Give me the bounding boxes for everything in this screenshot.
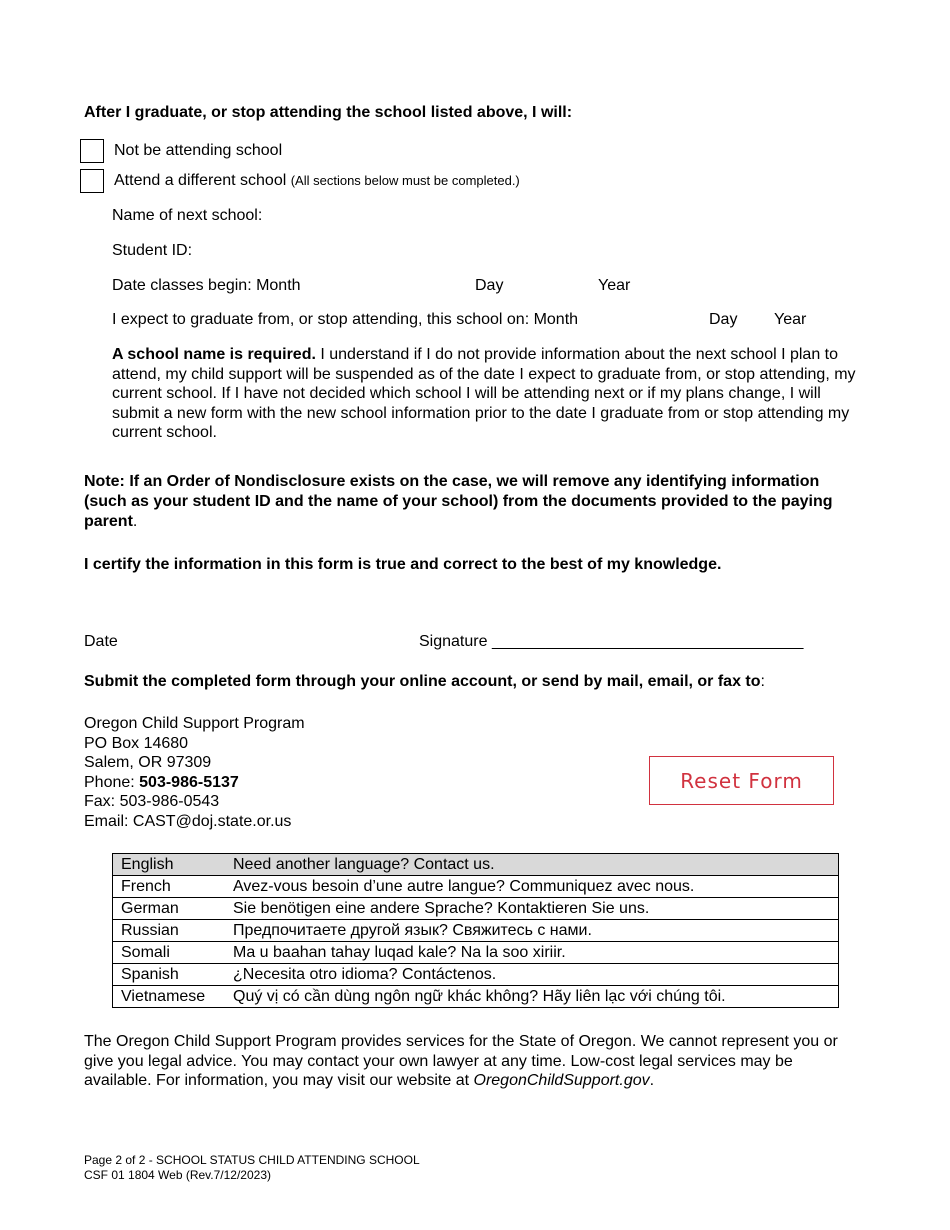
language-name: Somali [113,942,226,964]
language-name: English [113,854,226,876]
date-begin-day-input[interactable] [510,276,594,296]
language-name: Vietnamese [113,986,226,1008]
address-email: Email: CAST@doj.state.or.us [84,812,292,830]
address-fax: Fax: 503-986-0543 [84,793,220,810]
language-text: Need another language? Contact us. [225,854,839,876]
student-id-label: Student ID: [112,242,193,259]
language-table [112,853,839,1008]
table-row [113,876,839,898]
next-school-label: Name of next school: [112,207,263,224]
table-row [113,898,839,920]
date-begin-month-label: Date classes begin: Month [112,277,301,294]
language-name: German [113,898,226,920]
address-org: Oregon Child Support Program [84,715,305,732]
language-name: Russian [113,920,226,942]
date-begin-day-label: Day [475,277,504,294]
date-label: Date [84,633,118,650]
section-heading: After I graduate, or stop attending the school listed above, I will: [84,104,573,121]
address-phone: Phone: 503-986-5137 [84,773,239,791]
address-city: Salem, OR 97309 [84,754,212,771]
expect-month-input[interactable] [615,310,704,330]
student-id-input[interactable] [205,241,509,261]
submit-instructions: Submit the completed form through your online account, or send by mail, email, or fax to: [84,673,765,690]
reset-form-button[interactable]: Reset Form [649,756,834,805]
legal-disclaimer: The Oregon Child Support Program provides services for the State of Oregon. We cannot represent you or give you legal advice. You may contact your own lawyer at any time. Low-cost legal services may be available. For information, you may visit our website at OregonChildSupport.gov. [84,1033,838,1089]
table-row [113,942,839,964]
language-text: ¿Necesita otro idioma? Contáctenos. [225,964,839,986]
date-input[interactable] [125,632,409,652]
table-row [113,964,839,986]
address-po-box: PO Box 14680 [84,734,189,752]
not-attending-label: Not be attending school [114,142,283,159]
expect-year-input[interactable] [812,310,856,330]
page-footer: Page 2 of 2 - SCHOOL STATUS CHILD ATTENDING SCHOOL [84,1153,420,1167]
not-attending-checkbox[interactable] [80,139,104,163]
certify-statement: I certify the information in this form is true and correct to the best of my knowledge. [84,556,722,573]
language-text: Предпочитаете другой язык? Свяжитесь с нами. [225,920,839,942]
language-text: Quý vị có cần dùng ngôn ngữ khác không? Hãy liên lạc với chúng tôi. [225,986,839,1008]
different-school-checkbox[interactable] [80,169,104,193]
date-begin-month-input[interactable] [320,276,469,296]
expect-day-input[interactable] [742,310,774,330]
language-text: Sie benötigen eine andere Sprache? Kontaktieren Sie uns. [225,898,839,920]
expect-year-label: Year [774,311,807,328]
different-school-note: (All sections below must be completed.) [290,173,520,188]
form-id: CSF 01 1804 Web (Rev.7/12/2023) [84,1168,271,1182]
table-row [113,920,839,942]
next-school-input[interactable] [280,206,844,226]
language-name: French [113,876,226,898]
different-school-label: Attend a different school (All sections below must be completed.) [114,172,520,189]
table-row [113,986,839,1008]
mailing-address [84,714,305,831]
nondisclosure-note: Note: If an Order of Nondisclosure exists on the case, we will remove any identifying information (such as your student ID and the name of your school) from the documents provided to the paying parent. [84,473,833,530]
date-begin-year-label: Year [598,277,631,294]
table-row [113,854,839,876]
date-begin-year-input[interactable] [640,276,764,296]
signature-label: Signature ___________________________________ [419,633,804,650]
expect-day-label: Day [709,311,738,328]
school-name-paragraph: A school name is required. I understand if I do not provide information about the next school I plan to attend, my child support will be suspended as of the date I expect to graduate from, or stop attending, my current school. If I have not decided which school I will be attending next or if my plans change, I will submit a new form with the new school information prior to the date I graduate from or stop attending my current school. [112,346,856,441]
language-name: Spanish [113,964,226,986]
language-text: Avez-vous besoin d’une autre langue? Communiquez avec nous. [225,876,839,898]
website-link[interactable]: OregonChildSupport.gov [473,1072,650,1089]
language-text: Ma u baahan tahay luqad kale? Na la soo xiriir. [225,942,839,964]
expect-month-label: I expect to graduate from, or stop attending, this school on: Month [112,311,579,328]
